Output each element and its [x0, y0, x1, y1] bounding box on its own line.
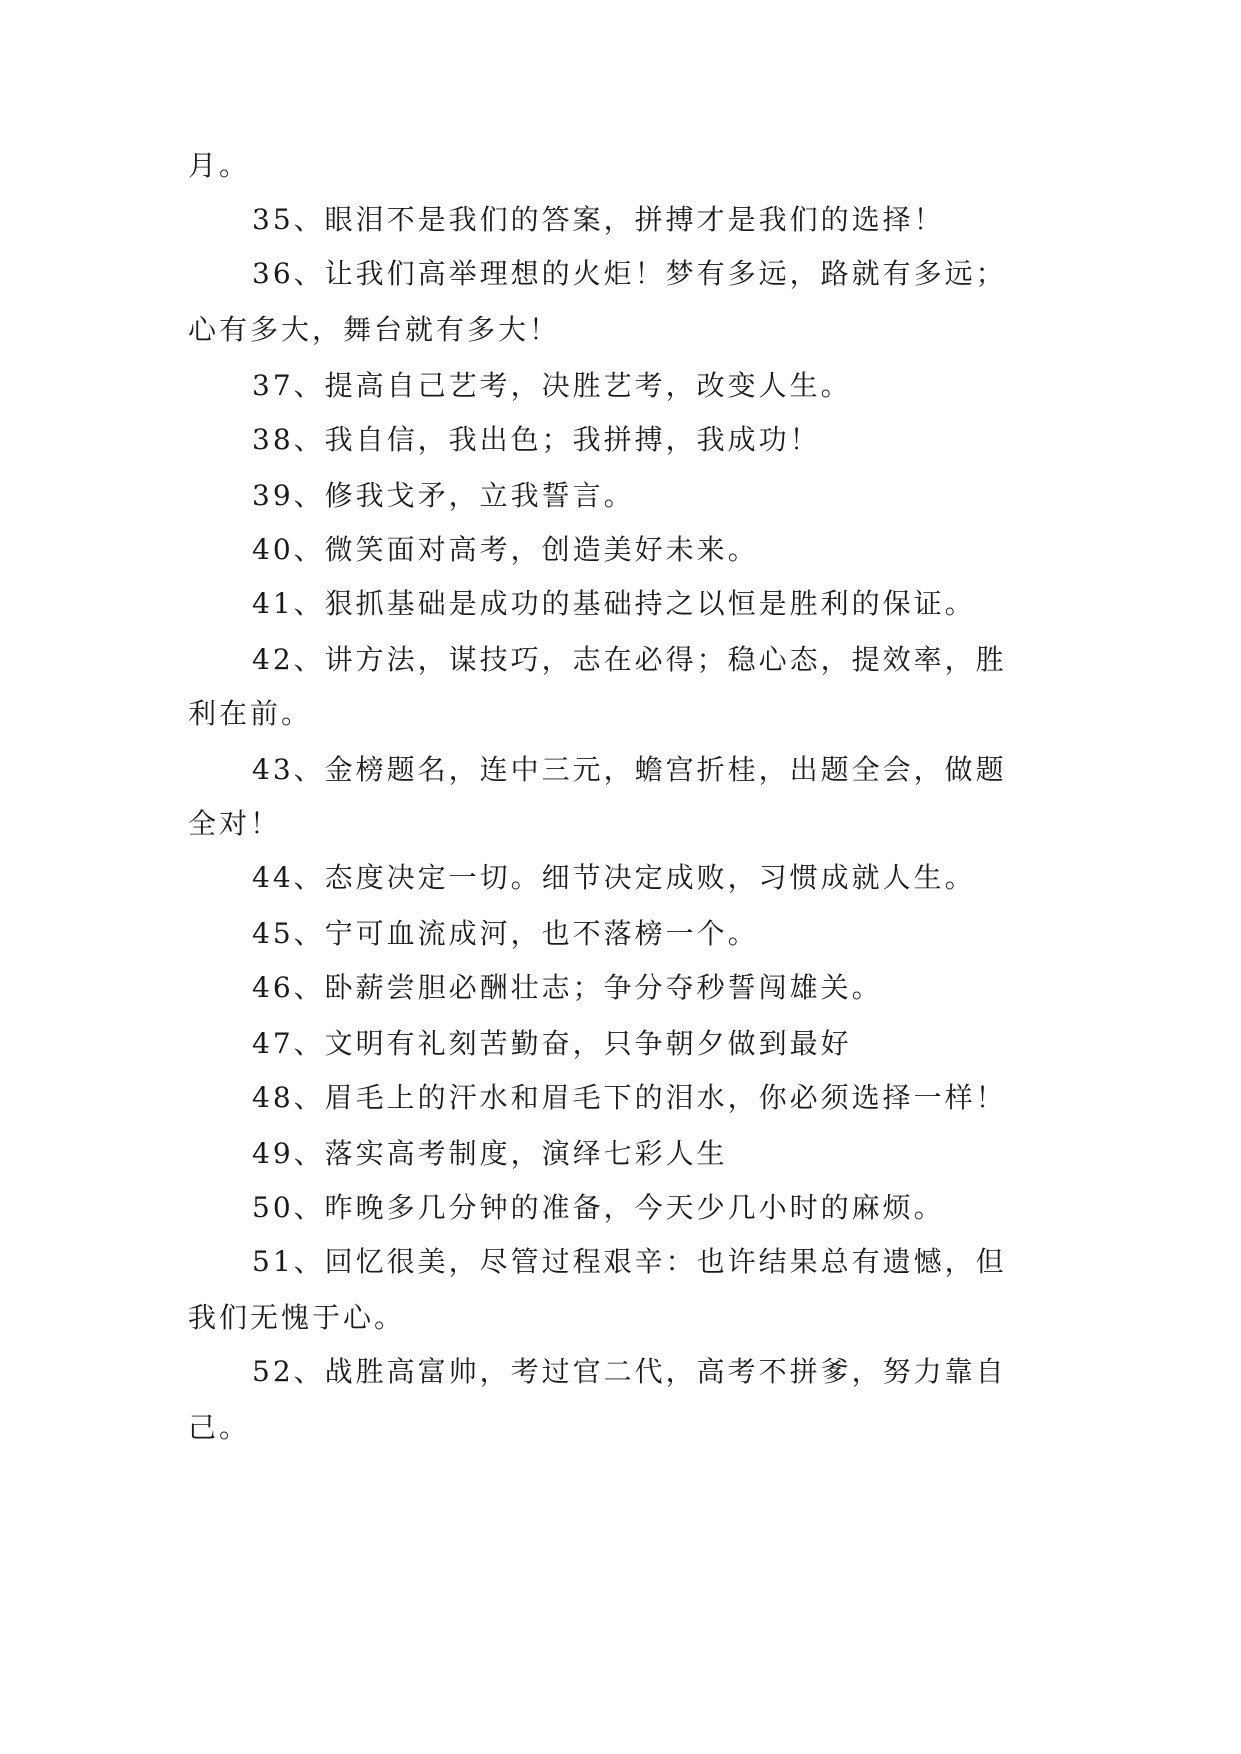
text-line: 48、眉毛上的汗水和眉毛下的泪水，你必须选择一样！	[252, 1081, 1007, 1114]
text-line: 45、宁可血流成河，也不落榜一个。	[252, 917, 759, 950]
text-line: 50、昨晚多几分钟的准备，今天少几小时的麻烦。	[252, 1191, 945, 1224]
text-line: 我们无愧于心。	[188, 1301, 406, 1334]
text-line: 全对！	[188, 807, 282, 840]
text-line: 51、回忆很美，尽管过程艰辛：也许结果总有遗憾，但	[252, 1245, 1007, 1278]
text-line: 49、落实高考制度，演绎七彩人生	[252, 1137, 728, 1170]
text-line: 47、文明有礼刻苦勤奋，只争朝夕做到最好	[252, 1027, 852, 1060]
text-line: 39、修我戈矛，立我誓言。	[252, 479, 635, 512]
text-line: 40、微笑面对高考，创造美好未来。	[252, 533, 759, 566]
text-line: 心有多大，舞台就有多大！	[188, 313, 561, 346]
text-line: 42、讲方法，谋技巧，志在必得；稳心态，提效率，胜	[252, 643, 1007, 676]
text-line: 利在前。	[188, 697, 313, 730]
text-line: 35、眼泪不是我们的答案，拼搏才是我们的选择！	[252, 203, 945, 236]
text-line: 38、我自信，我出色；我拼搏，我成功！	[252, 423, 821, 456]
text-line: 43、金榜题名，连中三元，蟾宫折桂，出题全会，做题	[252, 753, 1007, 786]
text-line: 37、提高自己艺考，决胜艺考，改变人生。	[252, 369, 852, 402]
text-line: 52、战胜高富帅，考过官二代，高考不拼爹，努力靠自	[252, 1355, 1007, 1388]
text-line: 44、态度决定一切。细节决定成败，习惯成就人生。	[252, 861, 976, 894]
text-line: 月。	[188, 149, 251, 182]
text-line: 己。	[188, 1411, 251, 1444]
text-line: 41、狠抓基础是成功的基础持之以恒是胜利的保证。	[252, 587, 976, 620]
text-line: 36、让我们高举理想的火炬！梦有多远，路就有多远；	[252, 257, 1007, 290]
text-line: 46、卧薪尝胆必酬壮志；争分夺秒誓闯雄关。	[252, 971, 883, 1004]
